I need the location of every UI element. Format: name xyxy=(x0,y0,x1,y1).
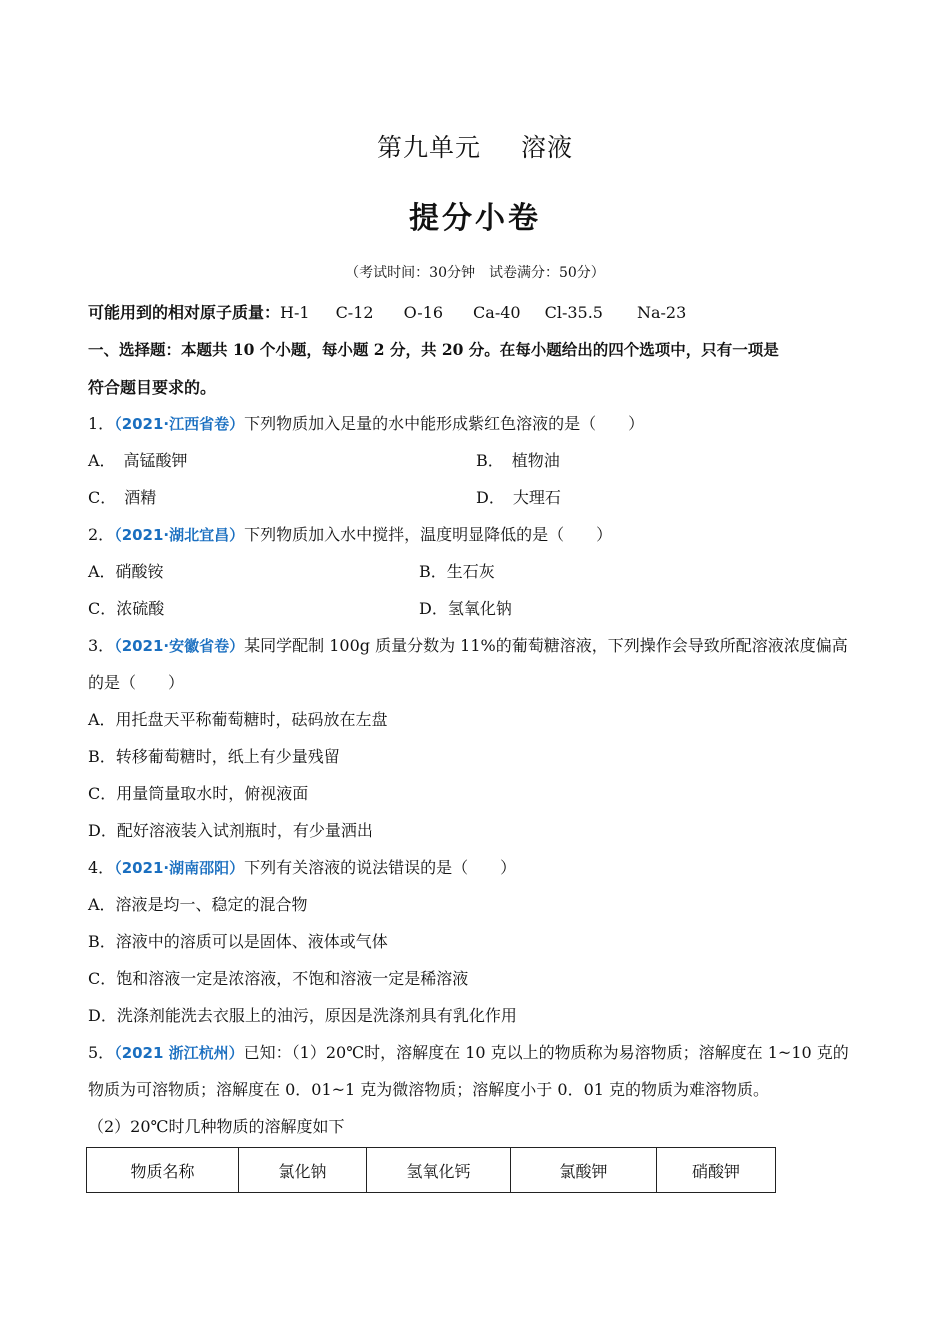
option-d[interactable]: D．洗涤剂能洗去衣服上的油污，原因是洗涤剂具有乳化作用 xyxy=(88,1006,517,1025)
question-number: 3． xyxy=(88,636,115,655)
question-source: （2021 浙江杭州） xyxy=(114,1044,244,1062)
table-header-cell: 氯酸钾 xyxy=(511,1148,657,1193)
question-source: （2021·安徽省卷） xyxy=(114,637,245,655)
atomic-masses-label: 可能用到的相对原子质量： xyxy=(88,303,281,322)
exam-info: （考试时间：30分钟 试卷满分：50分） xyxy=(345,265,605,281)
option-b[interactable]: B．溶液中的溶质可以是固体、液体或气体 xyxy=(88,932,388,951)
question-stem: 已知：（1）20℃时，溶解度在 10 克以上的物质称为易溶物质；溶解度在 1~10 克的 xyxy=(243,1043,849,1062)
question-4 xyxy=(88,855,516,878)
question-source: （2021·江西省卷） xyxy=(114,415,245,433)
table-header-cell: 物质名称 xyxy=(87,1148,239,1193)
question-stem: 某同学配制 100g 质量分数为 11%的葡萄糖溶液，下列操作会导致所配溶液浓度偏高 xyxy=(244,636,848,655)
atomic-mass-item: H-1 xyxy=(280,303,310,322)
option-c[interactable]: C．浓硫酸 xyxy=(88,599,165,618)
option-a[interactable]: A．硝酸铵 xyxy=(88,562,164,581)
question-3 xyxy=(88,633,848,656)
question-number: 1． xyxy=(88,414,115,433)
option-b[interactable]: B．生石灰 xyxy=(419,562,495,581)
question-number: 4． xyxy=(88,858,115,877)
question-1 xyxy=(88,411,644,434)
option-a[interactable]: A．溶液是均一、稳定的混合物 xyxy=(88,895,308,914)
table-header-cell: 氯化钠 xyxy=(239,1148,367,1193)
solubility-table xyxy=(86,1147,776,1193)
option-b[interactable]: B． 植物油 xyxy=(476,451,560,470)
question-stem-cont: 物质为可溶物质；溶解度在 0．01~1 克为微溶物质；溶解度小于 0．01 克的物质为难溶物质。 xyxy=(88,1080,770,1099)
section-heading-cont: 符合题目要求的。 xyxy=(88,378,217,397)
unit-title xyxy=(0,128,950,164)
option-c[interactable]: C．饱和溶液一定是浓溶液，不饱和溶液一定是稀溶液 xyxy=(88,969,469,988)
option-c[interactable]: C．用量筒量取水时，俯视液面 xyxy=(88,784,309,803)
table-row xyxy=(87,1148,776,1193)
question-stem-cont: 的是（ ） xyxy=(88,673,185,692)
option-d[interactable]: D．氢氧化钠 xyxy=(419,599,512,618)
question-source: （2021·湖南邵阳） xyxy=(114,859,245,877)
topic-label: 溶液 xyxy=(521,133,574,162)
question-stem-cont: （2）20℃时几种物质的溶解度如下 xyxy=(88,1117,345,1136)
question-stem: 下列物质加入足量的水中能形成紫红色溶液的是（ ） xyxy=(244,414,645,433)
atomic-mass-item: C-12 xyxy=(335,303,374,322)
question-stem: 下列有关溶液的说法错误的是（ ） xyxy=(244,858,517,877)
atomic-mass-item: O-16 xyxy=(403,303,444,322)
question-2 xyxy=(88,522,612,545)
atomic-mass-item: Cl-35.5 xyxy=(544,303,603,322)
question-number: 5． xyxy=(88,1043,115,1062)
atomic-mass-item: Ca-40 xyxy=(473,303,521,322)
question-number: 2． xyxy=(88,525,115,544)
unit-label: 第九单元 xyxy=(376,133,481,162)
option-b[interactable]: B．转移葡萄糖时，纸上有少量残留 xyxy=(88,747,340,766)
option-a[interactable]: A．用托盘天平称葡萄糖时，砝码放在左盘 xyxy=(88,710,388,729)
section-heading: 一、选择题：本题共 10 个小题，每小题 2 分，共 20 分。在每小题给出的四个选项中，只有一项是 xyxy=(88,340,779,359)
table-header-cell: 硝酸钾 xyxy=(657,1148,776,1193)
question-source: （2021·湖北宜昌） xyxy=(114,526,245,544)
option-d[interactable]: D．配好溶液装入试剂瓶时，有少量洒出 xyxy=(88,821,373,840)
question-stem: 下列物质加入水中搅拌，温度明显降低的是（ ） xyxy=(244,525,613,544)
table-header-cell: 氢氧化钙 xyxy=(367,1148,511,1193)
atomic-masses xyxy=(88,300,686,323)
atomic-mass-item: Na-23 xyxy=(636,303,687,322)
option-a[interactable]: A． 高锰酸钾 xyxy=(88,451,188,470)
option-d[interactable]: D． 大理石 xyxy=(476,488,561,507)
question-5 xyxy=(88,1040,849,1063)
page-title: 提分小卷 xyxy=(409,201,541,236)
option-c[interactable]: C． 酒精 xyxy=(88,488,157,507)
